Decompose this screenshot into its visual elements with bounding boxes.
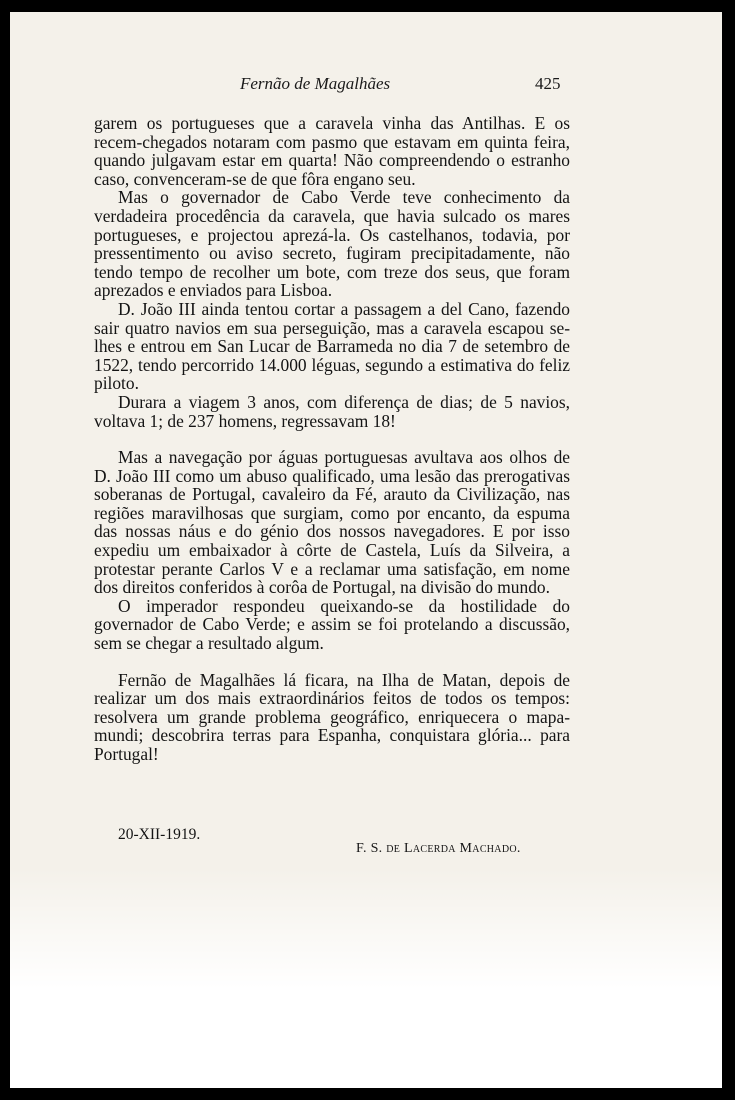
paragraph: O imperador respondeu queixando-se da hostilidade do governador de Cabo Verde; e assim se foi protelando a discussão, sem se chegar a resultado algum. <box>94 595 570 654</box>
paragraph: garem os portugueses que a caravela vinha das Antilhas. E os recem-chegados notaram com pasmo que estavam em quinta feira, quando julgavam estar em quarta! Não compreendendo o estranho caso, convenceram-se de que fôra engano seu. <box>94 113 570 189</box>
signature-text: F. S. de Lacerda Machado. <box>356 841 521 856</box>
body-text <box>94 114 570 764</box>
date-line: 20-XII-1919. <box>118 826 201 843</box>
author-signature <box>356 841 521 857</box>
paragraph: Mas o governador de Cabo Verde teve conhecimento da verdadeira procedência da caravela, que havia sulcado os mares portugueses, e projectou aprezá-la. Os castelhanos, todavia, por pressentimento ou aviso secreto, fugiram precipitadamente, não tendo tempo de recolher um bote, com treze dos seus, que foram aprezados e enviados para Lisboa. <box>94 187 570 301</box>
paragraph: D. João III ainda tentou cortar a passagem a del Cano, fazendo sair quatro navios em sua perseguição, mas a caravela escapou se-lhes e entrou em San Lucar de Barrameda no dia 7 de setembro de 1522, tendo percorrido 14.000 léguas, segundo a estimativa do feliz piloto. <box>94 298 570 394</box>
section-gap <box>94 430 570 448</box>
paragraph: Fernão de Magalhães lá ficara, na Ilha de Matan, depois de realizar um dos mais extraordinários feitos de todos os tempos: resolvera um grande problema geográfico, enriquecera o mapa-mundi; descobrira terras para Espanha, conquistara glória... para Portugal! <box>94 669 570 764</box>
page-header <box>10 74 722 104</box>
paragraph: Mas a navegação por águas portuguesas avultava aos olhos de D. João III como um abuso qualificado, uma lesão das prerogativas soberanas de Portugal, cavaleiro da Fé, arauto da Civilização, nas regiões maravilhosas que surgiam, como por encanto, da espuma das nossas náus e do génio dos nossos navegadores. E por isso expediu um embaixador à côrte de Castela, Luís da Silveira, a protestar perante Carlos V e a reclamar uma satisfação, em nome dos direitos conferidos à corôa de Portugal, na divisão do mundo. <box>94 447 570 598</box>
torn-page-edge <box>10 868 722 1088</box>
paragraph: Durara a viagem 3 anos, com diferença de dias; de 5 navios, voltava 1; de 237 homens, regressavam 18! <box>94 391 570 431</box>
section-gap <box>94 653 570 671</box>
running-title: Fernão de Magalhães <box>240 74 391 93</box>
page-number: 425 <box>535 74 561 93</box>
document-page <box>10 12 722 1088</box>
